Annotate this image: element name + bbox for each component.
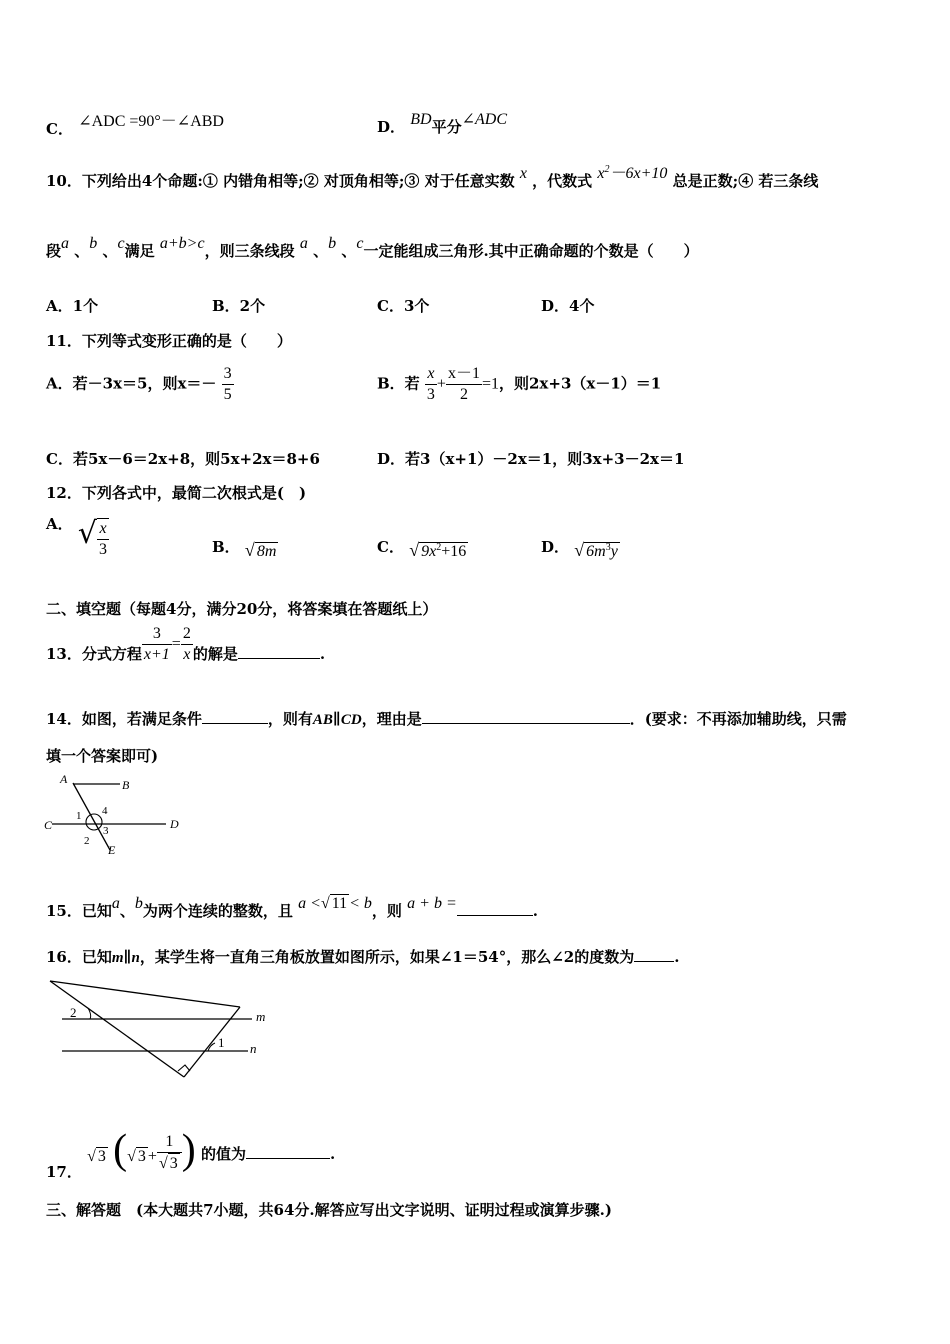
q10-option-d: D．4个 bbox=[541, 297, 595, 315]
q11-option-b: B．若 $\frac{x}{3}$ + $\frac{x-1}{2}$ =1，则2x+3（x－1）＝1 bbox=[377, 365, 662, 403]
q14-line-1: 14．如图，若满足条件 ，则有AB∥CD，理由是 ．(要求：不再添加辅助线，只需 bbox=[46, 710, 847, 728]
q14-condition-blank[interactable] bbox=[202, 723, 268, 724]
q16-figure bbox=[40, 975, 280, 1085]
arc-angle-1 bbox=[208, 1043, 215, 1051]
q10-option-b: B．2个 bbox=[212, 297, 266, 315]
q11-option-c: C．若5x－6＝2x+8，则5x+2x＝8+6 bbox=[46, 450, 320, 468]
q13-answer-blank[interactable] bbox=[238, 658, 320, 659]
q14-reason-blank[interactable] bbox=[422, 723, 630, 724]
label-d: D bbox=[170, 817, 179, 831]
q10-line-1: 10．下列给出4个命题:① 内错角相等;② 对顶角相等;③ 对于任意实数 x ，代数式 $x^2-6x+10$ 总是正数;④ 若三条线 bbox=[46, 164, 819, 190]
q17-answer-blank[interactable] bbox=[246, 1158, 330, 1159]
triangle-left bbox=[50, 981, 184, 1077]
label-b: B bbox=[122, 778, 130, 792]
q10-inequality: a+b>c bbox=[159, 235, 205, 252]
q12-option-a: A． √ $\frac{x}{3}$ bbox=[46, 515, 107, 558]
q10-option-a: A．1个 bbox=[46, 297, 99, 315]
q11-option-d: D．若3（x+1）－2x＝1，则3x+3－2x＝1 bbox=[377, 450, 685, 468]
q12-option-d: D． √ $6m^3y$ bbox=[541, 538, 618, 560]
label-1: 1 bbox=[76, 810, 82, 822]
q9-option-d: D． BD平分∠ADC bbox=[377, 111, 507, 136]
section-3-title: 三、解答题 (本大题共7小题，共64分.解答应写出文字说明、证明过程或演算步骤.) bbox=[46, 1201, 612, 1219]
q15-answer-blank[interactable] bbox=[457, 915, 533, 916]
label-e: E bbox=[108, 843, 116, 857]
q17: 17． √ 3 (√ 3 + $\frac{1}{√ 3}$ ) 的值为 . bbox=[46, 1127, 336, 1181]
label-2: 2 bbox=[84, 835, 90, 847]
q16-answer-blank[interactable] bbox=[634, 961, 674, 962]
label-angle-1: 1 bbox=[218, 1035, 225, 1050]
q12-stem: 12．下列各式中，最简二次根式是( ) bbox=[46, 484, 307, 502]
q12-option-b: B． √ 8m bbox=[212, 538, 277, 560]
q11-stem: 11．下列等式变形正确的是（ ） bbox=[46, 332, 292, 350]
q10-option-c: C．3个 bbox=[377, 297, 430, 315]
label-3: 3 bbox=[103, 825, 109, 837]
q10-line-2: 段a 、b 、c满足 a+b>c，则三条线段 a 、b 、c一定能组成三角形.其中正确命题的个数是（ ） bbox=[46, 235, 699, 260]
triangle-right bbox=[184, 1007, 240, 1077]
right-angle-mark bbox=[178, 1065, 190, 1071]
label-m: m bbox=[256, 1009, 266, 1024]
label-c: C bbox=[44, 818, 53, 832]
triangle-top bbox=[50, 981, 240, 1007]
q10-polynomial: $x^2-6x+10$ bbox=[597, 164, 668, 182]
q9-option-c: C． ∠ADC =90°－∠ABD bbox=[46, 113, 224, 138]
label-4: 4 bbox=[102, 805, 108, 817]
label-angle-2: 2 bbox=[70, 1005, 77, 1020]
q15: 15．已知a、b为两个连续的整数，且 a <√ 11 < b，则 a + b = . bbox=[46, 895, 538, 920]
q11-option-a: A．若－3x＝5，则x＝－ $\frac{3}{5}$ bbox=[46, 365, 232, 403]
section-2-title: 二、填空题（每题4分，满分20分，将答案填在答题纸上） bbox=[46, 600, 438, 618]
label-n: n bbox=[250, 1041, 257, 1056]
q16: 16．已知m∥n，某学生将一直角三角板放置如图所示，如果∠1＝54°，那么∠2的度数为 . bbox=[46, 948, 680, 966]
q14-figure bbox=[40, 770, 190, 860]
label-a: A bbox=[60, 772, 68, 786]
q12-option-c: C． √ $9x^2+16$ bbox=[377, 538, 467, 560]
q13: 13．分式方程 $\frac{3}{x+1}$ = $\frac{2}{x}$ 的解是 . bbox=[46, 625, 326, 663]
q14-line-2: 填一个答案即可) bbox=[46, 747, 159, 765]
q9-option-c-expr: ∠ADC =90°－∠ABD bbox=[78, 113, 224, 130]
